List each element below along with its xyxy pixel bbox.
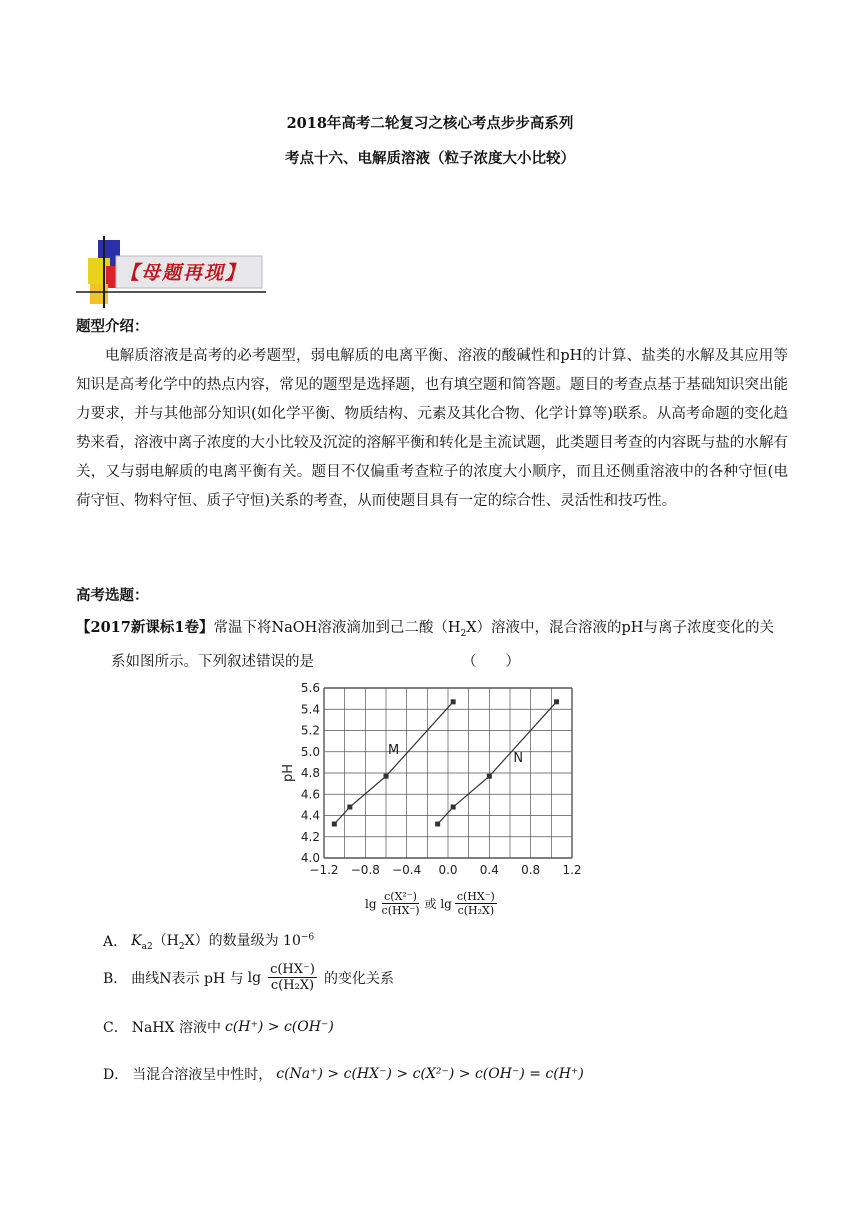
x-tick-label: −1.2 — [309, 863, 339, 877]
banner-title: 【母题再现】 — [120, 262, 247, 284]
chart-x-label — [365, 890, 500, 917]
intro-paragraph: 电解质溶液是高考的必考题型，弱电解质的电离平衡、溶液的酸碱性和pH的计算、盐类的水解及其应用等知识是高考化学中的热点内容，常见的题型是选择题，也有填空题和简答题。题目的考查点基于基础知识突出能力要求，并与其他部分知识(如化学平衡、物质结构、元素及其化合物、化学计算等)联系。从高考命题的变化趋势来看，溶液中离子浓度的大小比较及沉淀的溶解平衡和转化是主流试题，此类题目考查的内容既与盐的水解有关，又与弱电解质的电离平衡有关。题目不仅偏重考查粒子的浓度大小顺序，而且还侧重溶液中的各种守恒(电荷守恒、物料守恒、质子守恒)关系的考查，从而使题目具有一定的综合性、灵活性和技巧性。 — [76, 348, 788, 509]
series-point-N — [487, 774, 492, 779]
answer-blank[interactable]: （ ） — [462, 654, 520, 670]
option-a-mid: （H — [152, 933, 179, 949]
y-tick-label: 4.4 — [300, 808, 320, 823]
exam-label: 高考选题： — [76, 587, 149, 604]
section-banner — [76, 236, 266, 308]
option-d-expr: c(Na⁺) > c(HX⁻) > c(X²⁻) > c(OH⁻) = c(H⁺) — [276, 1066, 584, 1082]
series-point-N — [451, 805, 456, 810]
y-tick-label: 5.0 — [300, 744, 320, 759]
question-stem-part2: X）溶液中，混合溶液的pH与离子浓度变化的关 — [466, 620, 774, 636]
question-source: 【2017新课标1卷】 — [76, 619, 214, 636]
document-subtitle: 考点十六、电解质溶液（粒子浓度大小比较） — [285, 150, 575, 167]
option-c-expr: c(H⁺) > c(OH⁻) — [224, 1019, 334, 1035]
x-tick-label: 0.8 — [521, 863, 541, 877]
x-label-frac2-den: c(H₂X) — [457, 904, 495, 917]
option-a-k: K — [131, 933, 142, 949]
y-tick-label: 4.6 — [300, 787, 320, 802]
option-b-lg: lg — [247, 969, 262, 986]
option-a-midsub: 2 — [178, 941, 185, 952]
intro-label: 题型介绍： — [76, 318, 149, 335]
x-label-mid: 或 lg — [424, 897, 452, 911]
option-b-label: B． — [103, 970, 128, 987]
option-a-rest: X）的数量级为 10 — [184, 933, 301, 949]
option-a-sup: −6 — [300, 932, 315, 943]
series-point-M — [347, 805, 352, 810]
option-c-text: NaHX 溶液中 — [131, 1020, 221, 1036]
question-stem-sub: 2 — [460, 628, 467, 639]
y-tick-label: 4.8 — [300, 766, 320, 780]
option-b-text2: 的变化关系 — [323, 970, 394, 987]
series-point-M — [451, 699, 456, 704]
question-stem — [76, 616, 796, 646]
y-axis-label: pH — [281, 763, 296, 783]
x-label-frac1-den: c(HX⁻) — [381, 904, 420, 917]
option-b-den: c(H₂X) — [270, 978, 315, 993]
option-a-ksub: a2 — [141, 941, 153, 952]
y-tick-label: 5.6 — [300, 681, 320, 695]
y-tick-label: 5.2 — [300, 723, 320, 738]
y-tick-label: 4.0 — [300, 851, 320, 865]
x-tick-label: 0.4 — [479, 863, 499, 877]
x-tick-label: −0.4 — [392, 863, 422, 877]
x-label-lg1: lg — [365, 896, 377, 911]
series-label-N: N — [513, 751, 524, 767]
series-point-M — [384, 774, 389, 779]
document-title: 2018年高考二轮复习之核心考点步步高系列 — [286, 115, 574, 132]
option-c-label: C． — [103, 1020, 128, 1036]
ph-chart — [270, 676, 590, 926]
option-b-num: c(HX⁻) — [270, 962, 315, 977]
option-d-text: 当混合溶液呈中性时， — [132, 1067, 273, 1083]
series-point-M — [332, 822, 337, 827]
option-a[interactable] — [103, 930, 314, 952]
x-label-frac2-num: c(HX⁻) — [456, 890, 495, 903]
series-label-M: M — [388, 743, 400, 759]
series-point-N — [435, 822, 440, 827]
x-tick-label: 1.2 — [562, 863, 582, 877]
x-label-frac2 — [455, 890, 497, 917]
y-tick-label: 4.2 — [300, 829, 320, 844]
x-tick-label: 0.0 — [438, 863, 458, 877]
x-label-frac1-num: c(X²⁻) — [384, 890, 417, 903]
option-d[interactable] — [103, 1064, 584, 1084]
x-label-frac1 — [380, 890, 422, 917]
question-stem-line2: 系如图所示。下列叙述错误的是 — [111, 654, 314, 670]
x-tick-label: −0.8 — [350, 863, 380, 877]
option-a-label: A． — [103, 933, 128, 950]
option-b-fraction — [268, 962, 317, 993]
question-stem-part1: 常温下将NaOH溶液滴加到己二酸（H — [213, 620, 461, 636]
y-tick-label: 5.4 — [300, 702, 320, 717]
chart-container — [270, 676, 590, 926]
option-c[interactable] — [103, 1017, 334, 1037]
option-b-text1: 曲线N表示 pH 与 — [131, 970, 244, 987]
option-b[interactable] — [103, 962, 394, 993]
option-d-label: D． — [103, 1067, 129, 1083]
series-point-N — [554, 699, 559, 704]
